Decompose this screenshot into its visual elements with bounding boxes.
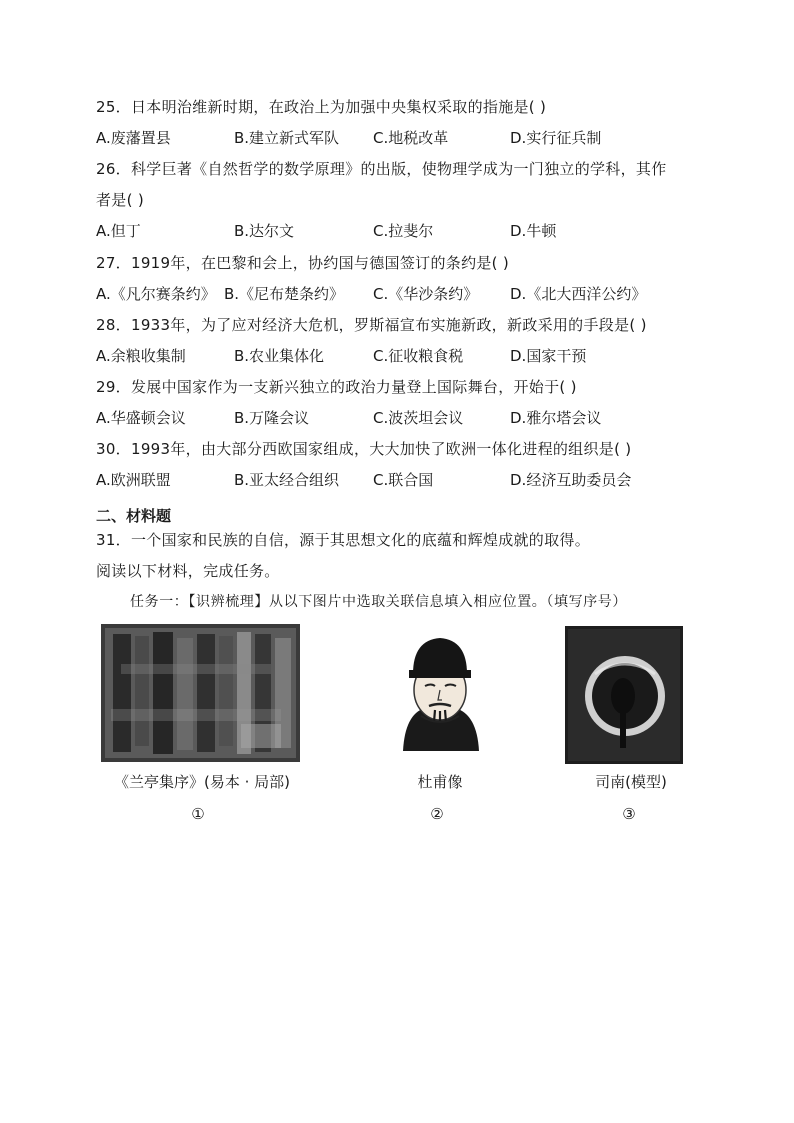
lanting-calligraphy-image bbox=[101, 624, 300, 762]
sinan-compass-image bbox=[565, 626, 683, 764]
question-31-stem: 31．一个国家和民族的自信，源于其思想文化的底蕴和辉煌成就的取得。 bbox=[96, 531, 590, 549]
question-28-stem: 28．1933年，为了应对经济大危机，罗斯福宣布实施新政，新政采用的手段是( ) bbox=[96, 316, 647, 334]
question-26-options bbox=[96, 221, 716, 241]
question-27-options bbox=[96, 284, 716, 304]
option-b: B.万隆会议 bbox=[234, 409, 310, 427]
figure-2-number: ② bbox=[430, 805, 444, 823]
option-b: B.《尼布楚条约》 bbox=[224, 285, 345, 303]
question-29-options bbox=[96, 408, 716, 428]
option-d: D.《北大西洋公约》 bbox=[510, 285, 647, 303]
section-title: 二、材料题 bbox=[96, 507, 172, 525]
question-30-options bbox=[96, 470, 716, 490]
figure-3-number: ③ bbox=[622, 805, 636, 823]
figure-2-caption: 杜甫像 bbox=[417, 773, 463, 791]
figure-3-caption: 司南(模型) bbox=[595, 773, 667, 791]
question-31-instruction: 阅读以下材料，完成任务。 bbox=[96, 562, 280, 580]
question-25-stem: 25．日本明治维新时期，在政治上为加强中央集权采取的指施是( ) bbox=[96, 98, 547, 116]
option-d: D.经济互助委员会 bbox=[510, 471, 632, 489]
option-a: A.废藩置县 bbox=[96, 129, 171, 147]
figure-1-number: ① bbox=[191, 805, 205, 823]
question-29-stem: 29．发展中国家作为一支新兴独立的政治力量登上国际舞台，开始于( ) bbox=[96, 378, 577, 396]
option-c: C.波茨坦会议 bbox=[373, 409, 464, 427]
question-26-stem-continued: 者是( ) bbox=[96, 191, 144, 209]
question-28-options bbox=[96, 346, 716, 366]
option-d: D.牛顿 bbox=[510, 222, 557, 240]
question-26-stem: 26．科学巨著《自然哲学的数学原理》的出版，使物理学成为一门独立的学科，其作 bbox=[96, 160, 667, 178]
option-b: B.达尔文 bbox=[234, 222, 295, 240]
figure-1-caption: 《兰亭集序》(易本 · 局部) bbox=[113, 773, 290, 791]
option-d: D.国家干预 bbox=[510, 347, 587, 365]
option-a: A.华盛顿会议 bbox=[96, 409, 186, 427]
task-one-text: 任务一：【识辨梳理】从以下图片中选取关联信息填入相应位置。（填写序号） bbox=[130, 594, 627, 610]
option-d: D.雅尔塔会议 bbox=[510, 409, 602, 427]
option-a: A.欧洲联盟 bbox=[96, 471, 171, 489]
option-b: B.建立新式军队 bbox=[234, 129, 340, 147]
option-a: A.但丁 bbox=[96, 222, 141, 240]
option-d: D.实行征兵制 bbox=[510, 129, 602, 147]
option-b: B.农业集体化 bbox=[234, 347, 325, 365]
option-c: C.拉斐尔 bbox=[373, 222, 434, 240]
question-27-stem: 27．1919年，在巴黎和会上，协约国与德国签订的条约是( ) bbox=[96, 254, 510, 272]
option-c: C.《华沙条约》 bbox=[373, 285, 479, 303]
option-b: B.亚太经合组织 bbox=[234, 471, 340, 489]
option-c: C.地税改革 bbox=[373, 129, 449, 147]
option-c: C.征收粮食税 bbox=[373, 347, 464, 365]
option-c: C.联合国 bbox=[373, 471, 434, 489]
option-a: A.余粮收集制 bbox=[96, 347, 186, 365]
question-30-stem: 30．1993年，由大部分西欧国家组成，大大加快了欧洲一体化进程的组织是( ) bbox=[96, 440, 632, 458]
du-fu-portrait-image bbox=[395, 626, 485, 756]
question-25-options bbox=[96, 128, 716, 148]
option-a: A.《凡尔赛条约》 bbox=[96, 285, 216, 303]
